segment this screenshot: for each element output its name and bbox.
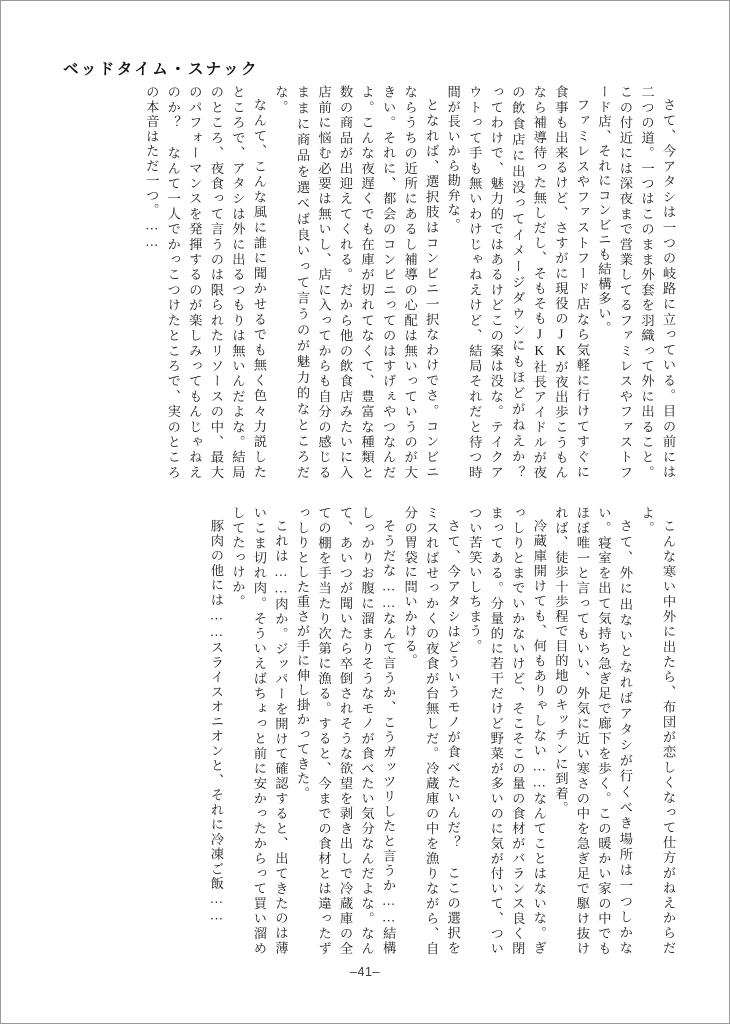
paragraph: そうだな……なんて言うか、こうガッツリしたと言うか……結構しっかりお腹に溜まりそうなモノが食べたい気分なんだよな。なんて、あいつが聞いたら卒倒されそうな欲望を剥き出しで冷蔵庫の全ての棚を手当たり次第に漁る。すると、今までの食材とは違ったずっしりとした重さが手に伸し掛かってきた。: [294, 506, 397, 956]
paragraph: さて、外に出ないとなればアタシが行くべき場所は一つしかない。寝室を出て気持ち急ぎ足で廊下を歩く。この暖かい家の中でもほぼ唯一と言ってもいい、外気に近い寒さの中を急ぎ足で駆け抜ければ、徒歩十歩程で目的地のキッチンに到着。: [553, 506, 633, 956]
paragraph: さて、今アタシはどういうモノが食べたいんだ？ ここの選択をミスればせっかくの夜食が台無しだ。冷蔵庫の中を漁りながら、自分の胃袋に問いかける。: [402, 506, 461, 956]
paragraph: 冷蔵庫開けても、何もありゃしない……なんてことはないな。ぎっしりとまでいかないけど、そこそこの量の食材がバランス良く閉まってある。分量的に若干だけど野菜が多いのに気が付いて、ついつい苦笑いしちまう。: [467, 506, 547, 956]
paragraph: さて、今アタシは一つの岐路に立っている。目の前には二つの道。一つはこのまま外套を羽織って外に出ること。この付近には深夜まで営業してるファミレスやファストフード店、それにコンビニも結構多い。: [596, 85, 676, 480]
paragraph: 豚肉の他には……スライスオニオンと、それに冷凍ご飯……: [208, 519, 224, 925]
page-title: ベッドタイム・スナック: [63, 60, 259, 78]
body-text-lower: [49, 506, 679, 956]
body-text-upper: [49, 85, 679, 495]
paragraph: となれば、選択肢はコンビニ一択なわけでさ。コンビニならうちの近所にあるし補導の心配は無いっていうのが大きい。それに、都会のコンビニってのはすげぇやつなんだよ。こんな夜遅くでも在庫が切れてなくて、豊富な種類と数の商品が出迎えてくれる。だから他の飲食店みたいに入店前に悩む必要は無いし、店に入ってからも自分の感じるままに商品を選べば良いって言うのが魅力的なところだな。: [273, 85, 440, 480]
paragraph: これは……肉か。ジッパーを開けて確認すると、出てきたのは薄いこま切れ肉。そういえばちょっと前に安かったからって買い溜めしてたっけか。: [230, 506, 289, 956]
paragraph: こんな寒い中外に出たら、布団が恋しくなって仕方がねえからだよ。: [639, 506, 676, 956]
paragraph: なんて、こんな風に誰に聞かせるでも無く色々力説したところで、アタシは外に出るつもりは無いんだよな。結局のところ、夜食って言うのは限られたリソースの中、最大のパフォーマンスを発揮するのが楽しみってもんじゃねえのか？ なんて一人でかっこつけたところで、実のところの本音はただ一つ。……: [144, 85, 267, 480]
page-number: –41–: [349, 965, 381, 979]
paragraph: ファミレスやファストフード店なら気軽に行けてすぐに食事も出来るけど、さすがに現役のJKが夜出歩こうもんなら補導待った無しだし、そもそもJK社長アイドルが夜の飲食店に出没ってイメージダウンにもほどがねえか？ ってわけで、魅力的ではあるけどこの案は没な。テイクアウトって手も無いわけじゃねえけど、結局それだと待つ時間が長いから勘弁な。: [445, 85, 590, 495]
